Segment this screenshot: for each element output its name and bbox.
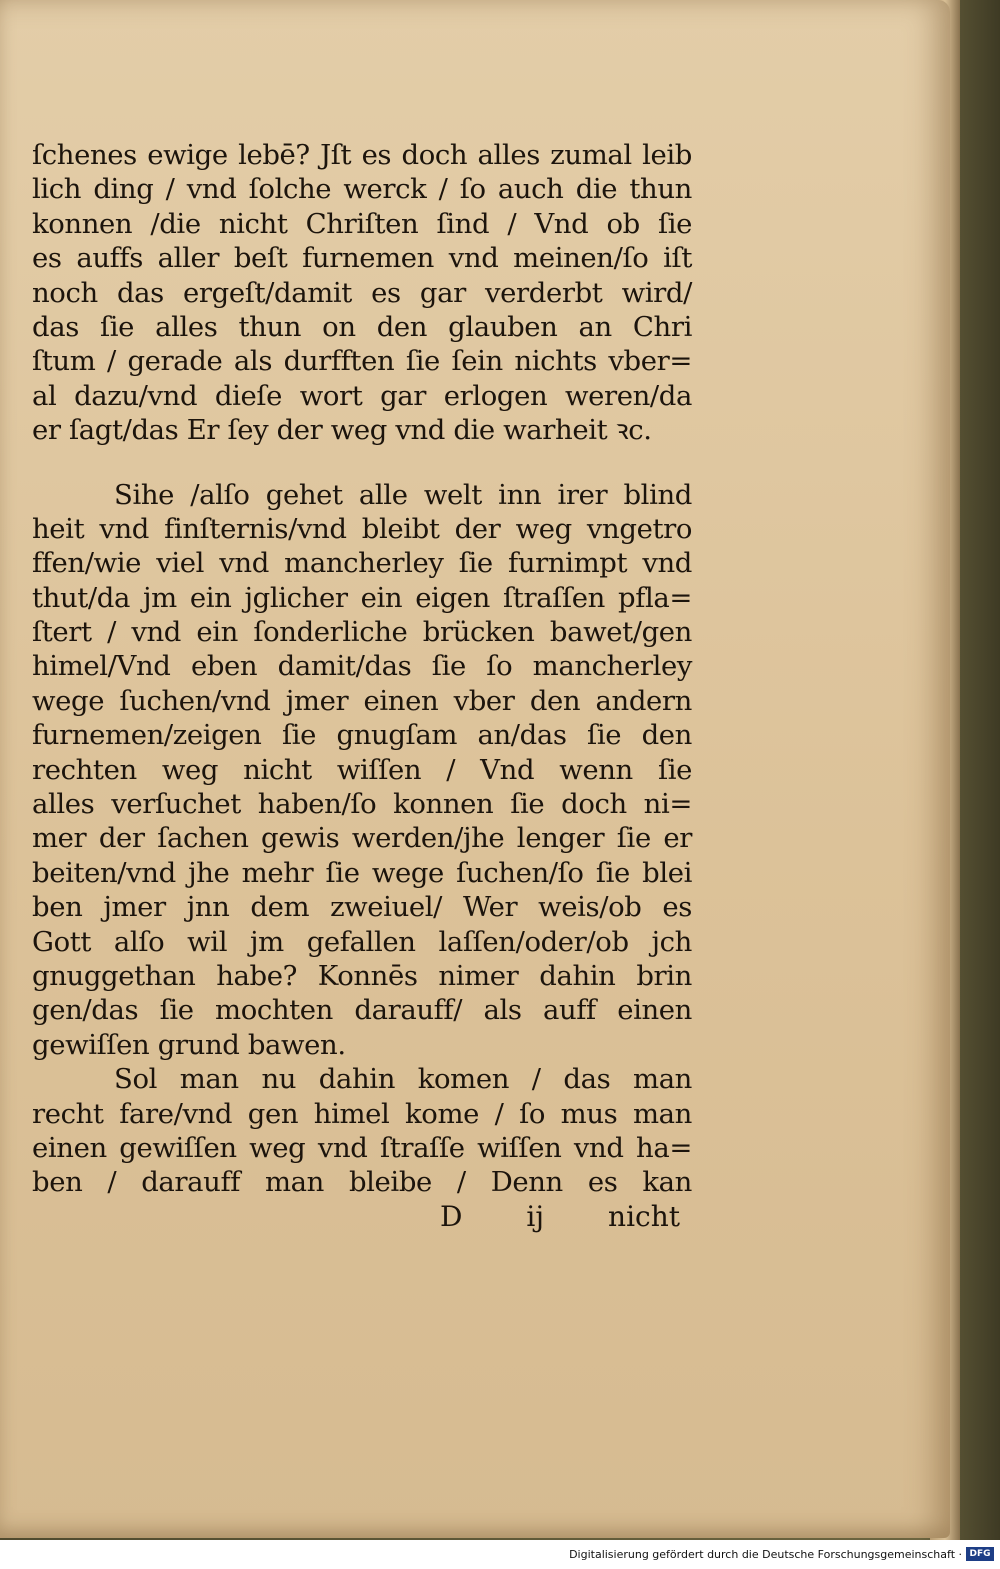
text-line: beiten/vnd jhe mehr ſie wege ſuchen/ſo ſie blei (32, 856, 692, 889)
text-line: alles verſuchet haben/ſo konnen ſie doch ni= (32, 788, 692, 821)
signature-number: ij (526, 1200, 545, 1233)
text-line: ſtum / gerade als durfften ſie ſein nichts vber= (32, 345, 692, 378)
text-line: er ſagt/das Er ſey der weg vnd die warheit ꝛc. (32, 414, 652, 447)
text-line: heit vnd finſternis/vnd bleibt der weg vngetro (32, 512, 692, 545)
text-line: ffen/wie viel vnd mancherley ſie furnimpt vnd (32, 547, 692, 580)
footer-credit: Digitalisierung gefördert durch die Deutsche Forschungsgemeinschaft · (569, 1548, 962, 1561)
text-line: himel/Vnd eben damit/das ſie ſo mancherley (32, 650, 692, 683)
dfg-logo: DFG (966, 1547, 994, 1561)
text-line: al dazu/vnd dieſe wort gar erlogen weren/da (32, 379, 692, 412)
text-line: ſchenes ewige lebē? Jſt es doch alles zumal leib (32, 139, 692, 171)
footer-bar (0, 1540, 1000, 1569)
text-line: einen gewiſſen weg vnd ſtraſſe wiſſen vnd ha= (32, 1131, 692, 1164)
text-line: ben jmer jnn dem zweiuel/ Wer weis/ob es (32, 891, 692, 924)
text-line: gnuggethan habe? Konnēs nimer dahin brin (32, 959, 692, 992)
text-line: ben / darauff man bleibe / Denn es kan (32, 1166, 692, 1199)
text-line: thut/da jm ein jglicher ein eigen ſtraſſen pfla= (32, 581, 692, 614)
text-line: Gott alſo wil jm gefallen laſſen/oder/ob jch (32, 925, 692, 958)
text-line: noch das ergeſt/damit es gar verderbt wird/ (32, 276, 692, 309)
text-line: das ſie alles thun on den glauben an Chri (32, 310, 692, 343)
text-line: konnen /die nicht Chriſten ſind / Vnd ob ſie (32, 207, 692, 240)
text-line: es auffs aller beſt furnemen vnd meinen/ſo iſt (32, 242, 692, 275)
text-line: gewiſſen grund bawen. (32, 1028, 346, 1061)
page-text (32, 138, 692, 1200)
catchword: nicht (608, 1200, 680, 1233)
signature-line (440, 1200, 680, 1233)
signature-letter: D (440, 1200, 463, 1233)
text-line: ſtert / vnd ein ſonderliche brücken bawet/gen (32, 616, 692, 649)
text-line: furnemen/zeigen ſie gnugſam an/das ſie den (32, 719, 692, 752)
text-line: rechten weg nicht wiſſen / Vnd wenn ſie (32, 753, 692, 786)
text-line: wege ſuchen/vnd jmer einen vber den andern (32, 684, 692, 717)
text-line: recht fare/vnd gen himel kome / ſo mus man (32, 1097, 692, 1130)
text-line: Sol man nu dahin komen / das man (114, 1063, 692, 1096)
text-line: gen/das ſie mochten darauff/ als auff einen (32, 994, 692, 1027)
text-line: Sihe /alſo gehet alle welt inn irer blind (114, 478, 692, 511)
paragraph-gap (32, 448, 692, 478)
text-line: mer der ſachen gewis werden/jhe lenger ſie er (32, 822, 692, 855)
text-line: lich ding / vnd ſolche werck / ſo auch die thun (32, 173, 692, 206)
